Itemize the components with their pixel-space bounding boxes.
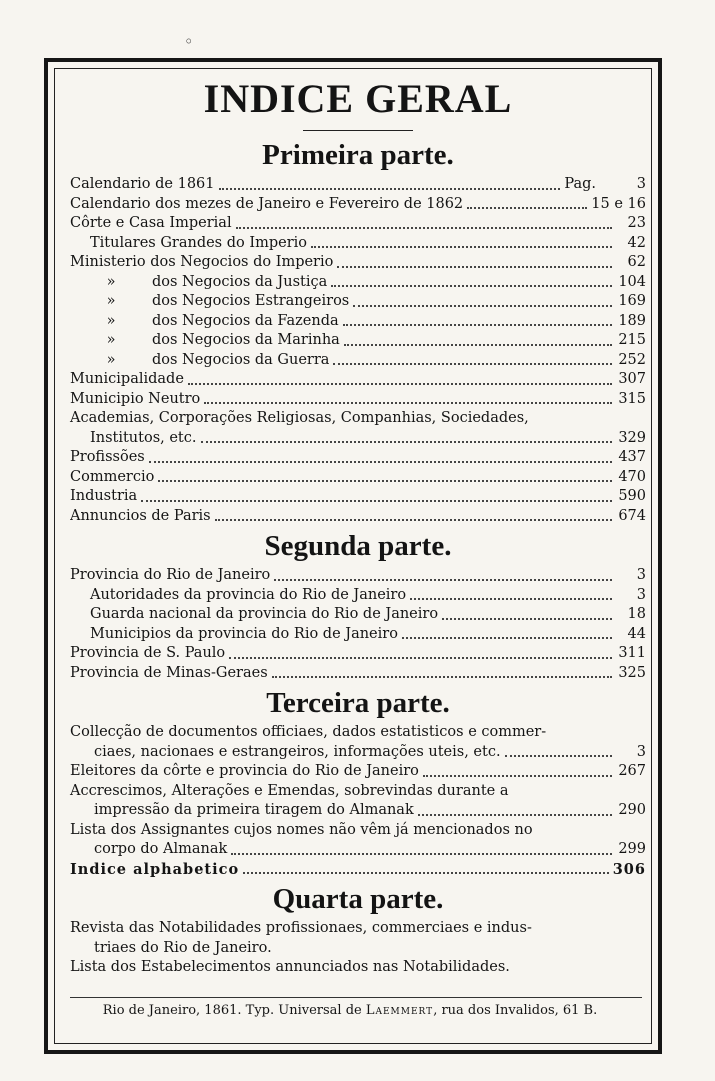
- part-heading: Segunda parte.: [264, 530, 452, 562]
- index-entry-line: Lista dos Assignantes cujos nomes não vêm já mencionados no: [70, 821, 533, 838]
- ditto-mark: »: [106, 273, 116, 290]
- index-entry: Titulares Grandes do Imperio 42: [90, 234, 646, 251]
- index-entry: » dos Negocios Estrangeiros 169: [70, 292, 646, 312]
- index-entry: Provincia do Rio de Janeiro 3: [70, 567, 646, 583]
- index-entry: Industria 590: [70, 488, 646, 504]
- index-entry: Institutos, etc. 329: [90, 429, 646, 446]
- index-entry: ciaes, nacionaes e estrangeiros, informações uteis, etc. 3: [94, 743, 646, 760]
- index-entry: Annuncios de Paris 674: [70, 507, 646, 524]
- title-rule: [303, 130, 413, 131]
- index-entry: » dos Negocios da Justiça 104: [70, 273, 646, 293]
- index-entry: Municipios da provincia do Rio de Janeiro 44: [90, 625, 646, 642]
- footer-rule: [70, 997, 642, 998]
- index-entry-line: Lista dos Estabelecimentos annunciados nas Notabilidades.: [70, 959, 510, 975]
- part-heading: Primeira parte.: [262, 139, 454, 171]
- page-title: INDICE GERAL: [203, 76, 513, 121]
- index-entry: Indice alphabetico 306: [70, 860, 646, 878]
- index-entry: » dos Negocios da Fazenda 189: [70, 312, 646, 332]
- index-entry-line: Collecção de documentos officiaes, dados estatisticos e commer-: [70, 724, 547, 740]
- index-entry: Profissões 437: [70, 449, 646, 465]
- part-heading: Terceira parte.: [266, 687, 450, 719]
- index-entry: » dos Negocios da Marinha 215: [70, 331, 646, 351]
- index-entry: Commercio 470: [70, 468, 646, 485]
- index-entry: » dos Negocios da Guerra 252: [70, 351, 646, 371]
- index-entry: Provincia de S. Paulo 311: [70, 645, 646, 661]
- ditto-mark: »: [106, 332, 116, 348]
- part-heading: Quarta parte.: [272, 883, 444, 915]
- index-entry-line: triaes do Rio de Janeiro.: [94, 939, 272, 956]
- index-entry: impressão da primeira tiragem do Almanak 290: [94, 802, 646, 818]
- ornament-mark: ◦: [184, 32, 194, 51]
- index-entry: corpo do Almanak 299: [94, 841, 646, 857]
- index-entry: Calendario de 1861 Pag. 3: [70, 176, 646, 192]
- index-entry: Municipalidade 307: [70, 371, 646, 387]
- index-entry: Provincia de Minas-Geraes 325: [70, 664, 646, 681]
- index-entry: Côrte e Casa Imperial 23: [70, 215, 646, 231]
- imprint: Rio de Janeiro, 1861. Typ. Universal de Laemmert, rua dos Invalidos, 61 B.: [102, 1003, 598, 1018]
- ditto-mark: »: [106, 293, 116, 309]
- index-entry: Autoridades da provincia do Rio de Janeiro 3: [90, 586, 646, 603]
- index-entry-line: Revista das Notabilidades profissionaes, commerciaes e indus-: [70, 920, 532, 936]
- index-entry: Municipio Neutro 315: [70, 390, 646, 407]
- index-entry: Calendario dos mezes de Janeiro e Fevereiro de 1862 15 e 16: [70, 195, 646, 212]
- index-entry: Ministerio dos Negocios do Imperio 62: [70, 254, 646, 270]
- index-entry: Eleitores da côrte e provincia do Rio de Janeiro 267: [70, 763, 646, 779]
- index-entry-line: Academias, Corporações Religiosas, Companhias, Sociedades,: [70, 410, 529, 426]
- index-entry: Guarda nacional da provincia do Rio de Janeiro 18: [90, 606, 646, 622]
- ditto-mark: »: [106, 312, 116, 329]
- index-page: [70, 72, 646, 978]
- index-entry-line: Accrescimos, Alterações e Emendas, sobrevindas durante a: [70, 782, 509, 799]
- ditto-mark: »: [106, 351, 116, 368]
